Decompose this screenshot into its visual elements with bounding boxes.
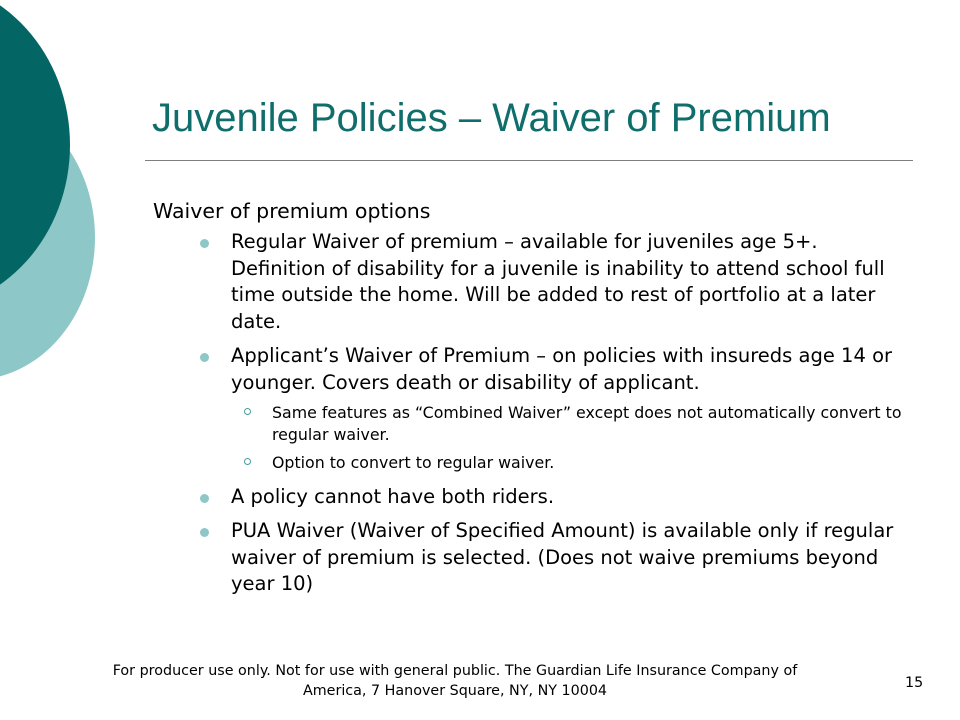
sub-bullet-item: [242, 402, 910, 445]
bullet-item: [200, 518, 910, 598]
sub-bullet-text: Option to convert to regular waiver.: [272, 453, 555, 472]
bullet-dot-icon: [200, 353, 209, 362]
sub-bullet-list: [242, 402, 910, 474]
bullet-dot-icon: [200, 528, 209, 537]
slide-title: Juvenile Policies – Waiver of Premium: [152, 96, 831, 140]
bullet-text: PUA Waiver (Waiver of Specified Amount) is available only if regular waiver of premium is selected. (Does not waive premiums beyond year 10): [231, 519, 894, 595]
section-heading: Waiver of premium options: [153, 199, 431, 223]
footer-disclaimer: For producer use only. Not for use with general public. The Guardian Life Insurance Company of America, 7 Hanover Square, NY, NY 10004: [112, 663, 798, 699]
bullet-item: [200, 484, 910, 511]
bullet-dot-icon: [200, 239, 209, 248]
page-number: 15: [905, 675, 924, 691]
bullet-list: [200, 229, 910, 606]
sub-bullet-text: Same features as “Combined Waiver” except does not automatically convert to regular waiver.: [272, 403, 902, 444]
bullet-item: [200, 229, 910, 335]
title-divider: [145, 160, 913, 161]
bullet-item: [200, 343, 910, 474]
bullet-text: Regular Waiver of premium – available for juveniles age 5+. Definition of disability for a juvenile is inability to attend school full time outside the home. Will be added to rest of portfolio at a later date.: [231, 230, 885, 333]
bullet-ring-icon: [244, 458, 251, 465]
bullet-text: Applicant’s Waiver of Premium – on policies with insureds age 14 or younger. Covers death or disability of applicant.: [231, 344, 893, 394]
bullet-ring-icon: [244, 408, 251, 415]
bullet-dot-icon: [200, 494, 209, 503]
bullet-text: A policy cannot have both riders.: [231, 484, 555, 508]
sub-bullet-item: [242, 452, 910, 474]
